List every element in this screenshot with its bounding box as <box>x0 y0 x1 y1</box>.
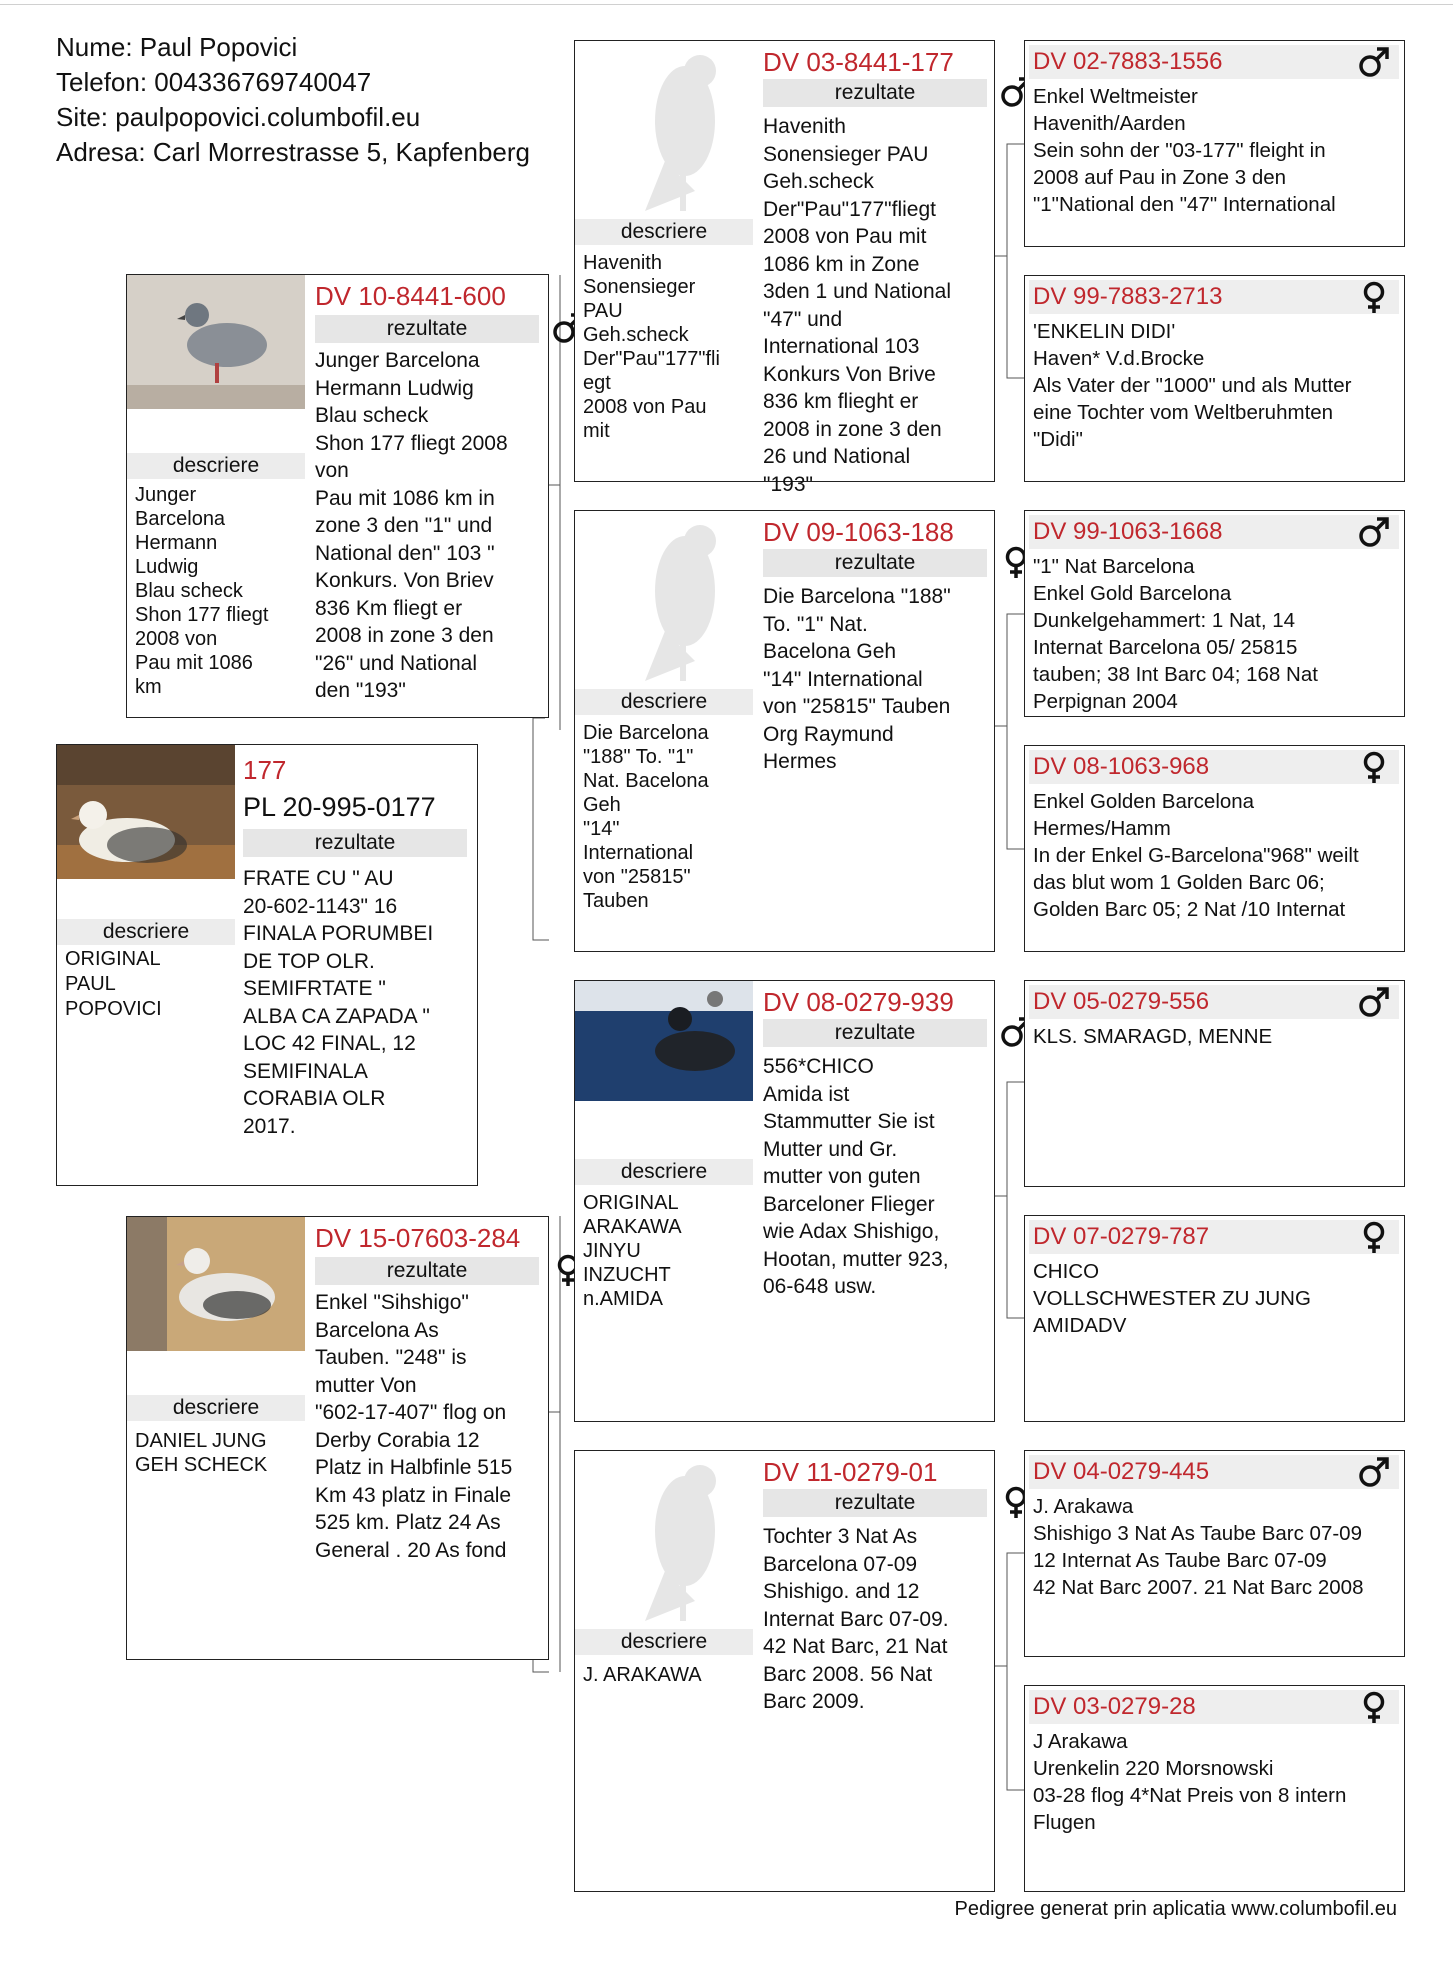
fmm-card[interactable] <box>1024 745 1405 952</box>
mm-desc-label: descriere <box>575 1629 753 1655</box>
mf-photo <box>575 981 753 1101</box>
ff-desc-label: descriere <box>575 219 753 245</box>
mmm-info: J Arakawa Urenkelin 220 Morsnowski 03-28 flog 4*Nat Preis von 8 intern Flugen <box>1033 1730 1347 1834</box>
mother-desc-label: descriere <box>127 1395 305 1421</box>
mmm-ring: DV 03-0279-28 <box>1033 1693 1196 1720</box>
main-results-button[interactable]: rezultate <box>243 829 467 857</box>
mf-desc-label: descriere <box>575 1159 753 1185</box>
female-icon <box>1355 1690 1393 1724</box>
mother-desc-text: DANIEL JUNG GEH SCHECK <box>135 1430 268 1476</box>
male-icon <box>1355 45 1393 79</box>
female-icon <box>1355 1220 1393 1254</box>
father-photo <box>127 275 305 409</box>
mmm-card[interactable] <box>1024 1685 1405 1892</box>
mf-info: 556*CHICO Amida ist Stammutter Sie ist Mutter und Gr. mutter von guten Barceloner Flieger wie Adax Shishigo, Hootan, mutter 923, 06-648 usw. <box>763 1055 949 1298</box>
mff-ring: DV 05-0279-556 <box>1033 988 1210 1015</box>
main-info: FRATE CU " AU 20-602-1143" 16 FINALA PORUMBEI DE TOP OLR. SEMIFRTATE " ALBA CA ZAPADA " LOC 42 FINAL, 12 SEMIFINALA CORABIA OLR 2017. <box>243 867 434 1138</box>
main-desc-label: descriere <box>57 919 235 945</box>
fff-info: Enkel Weltmeister Havenith/Aarden Sein sohn der "03-177" fleight in 2008 auf Pau in Zone 3 den "1"National den "47" International <box>1033 85 1336 216</box>
owner-site[interactable]: Site: paulpopovici.columbofil.eu <box>56 102 421 132</box>
mm-info: Tochter 3 Nat As Barcelona 07-09 Shishigo. and 12 Internat Barc 07-09. 42 Nat Barc, 21 Nat Barc 2008. 56 Nat Barc 2009. <box>763 1525 949 1713</box>
mm-photo-placeholder <box>575 1451 753 1629</box>
fm-ring: DV 09-1063-188 <box>763 517 954 547</box>
owner-phone: Telefon: 004336769740047 <box>56 67 372 97</box>
mfm-card[interactable] <box>1024 1215 1405 1422</box>
female-icon <box>1355 280 1393 314</box>
fmm-info: Enkel Golden Barcelona Hermes/Hamm In der Enkel G-Barcelona"968" weilt das blut wom 1 Golden Barc 06; Golden Barc 05; 2 Nat /10 Internat <box>1033 790 1359 921</box>
mmf-ring: DV 04-0279-445 <box>1033 1458 1210 1485</box>
owner-address: Adresa: Carl Morrestrasse 5, Kapfenberg <box>56 137 530 167</box>
mf-results-button[interactable]: rezultate <box>763 1019 987 1047</box>
fm-desc-text: Die Barcelona "188" To. "1" Nat. Bacelona Geh "14" International von "25815" Tauben <box>583 722 709 912</box>
fff-card[interactable] <box>1024 40 1405 247</box>
ff-card[interactable] <box>574 40 995 496</box>
ffm-card[interactable] <box>1024 275 1405 482</box>
fmm-ring: DV 08-1063-968 <box>1033 753 1210 780</box>
main-ring-number: PL 20-995-0177 <box>243 792 436 822</box>
main-pigeon-card[interactable] <box>56 744 478 1186</box>
father-card[interactable] <box>126 274 549 718</box>
father-info: Junger Barcelona Hermann Ludwig Blau scheck Shon 177 fliegt 2008 von Pau mit 1086 km in zone 3 den "1" und National den" 103 " Konkurs. Von Briev 836 Km fliegt er 2008 in zone 3 den "26" und National den "193" <box>315 349 508 702</box>
footer-credit: Pedigree generat prin aplicatia www.columbofil.eu <box>954 1898 1397 1920</box>
fmf-ring: DV 99-1063-1668 <box>1033 518 1223 545</box>
fm-photo-placeholder <box>575 511 753 689</box>
ff-results-button[interactable]: rezultate <box>763 79 987 107</box>
main-desc-text: ORIGINAL PAUL POPOVICI <box>65 948 162 1020</box>
female-icon <box>1355 750 1393 784</box>
father-desc-label: descriere <box>127 453 305 479</box>
male-icon <box>1355 985 1393 1019</box>
mmf-card[interactable] <box>1024 1450 1405 1657</box>
ff-desc-text: Havenith Sonensieger PAU Geh.scheck Der"Pau"177"fli egt 2008 von Pau mit <box>583 252 720 442</box>
mm-desc-text: J. ARAKAWA <box>583 1664 702 1686</box>
mm-results-button[interactable]: rezultate <box>763 1489 987 1517</box>
mother-results-button[interactable]: rezultate <box>315 1257 539 1285</box>
mm-card[interactable] <box>574 1450 995 1892</box>
mf-card[interactable] <box>574 980 995 1422</box>
mother-info: Enkel "Sihshigo" Barcelona As Tauben. "248" is mutter Von "602-17-407" flog on Derby Corabia 12 Platz in Halbfinle 515 Km 43 platz in Finale 525 km. Platz 24 As General . 20 As fond <box>315 1291 513 1562</box>
ffm-ring: DV 99-7883-2713 <box>1033 283 1223 310</box>
ffm-info: 'ENKELIN DIDI' Haven* V.d.Brocke Als Vater der "1000" und als Mutter eine Tochter vom Weltberuhmten "Didi" <box>1033 320 1352 451</box>
main-ring-short: 177 <box>243 755 287 785</box>
father-desc-text: Junger Barcelona Hermann Ludwig Blau scheck Shon 177 fliegt 2008 von Pau mit 1086 km <box>135 484 269 698</box>
ff-ring: DV 03-8441-177 <box>763 47 954 77</box>
father-results-button[interactable]: rezultate <box>315 315 539 343</box>
male-icon <box>1355 515 1393 549</box>
ff-photo-placeholder <box>575 41 753 219</box>
fm-results-button[interactable]: rezultate <box>763 549 987 577</box>
fff-ring: DV 02-7883-1556 <box>1033 48 1223 75</box>
fm-desc-label: descriere <box>575 689 753 715</box>
fmf-info: "1" Nat Barcelona Enkel Gold Barcelona Dunkelgehammert: 1 Nat, 14 Internat Barcelona 05/ 25815 tauben; 38 Int Barc 04; 168 Nat Perpignan 2004 <box>1033 555 1318 713</box>
fm-card[interactable] <box>574 510 995 952</box>
mfm-info: CHICO VOLLSCHWESTER ZU JUNG AMIDADV <box>1033 1260 1311 1337</box>
father-ring: DV 10-8441-600 <box>315 281 506 311</box>
mfm-ring: DV 07-0279-787 <box>1033 1223 1210 1250</box>
fm-info: Die Barcelona "188" To. "1" Nat. Bacelona Geh "14" International von "25815" Tauben Org Raymund Hermes <box>763 585 951 773</box>
mother-photo <box>127 1217 305 1351</box>
ff-info: Havenith Sonensieger PAU Geh.scheck Der"Pau"177"fliegt 2008 von Pau mit 1086 km in Zone 3den 1 und National "47" und International 103 Konkurs Von Brive 836 km flieght er 2008 in zone 3 den 26 und National "193" <box>763 115 951 496</box>
mf-ring: DV 08-0279-939 <box>763 987 954 1017</box>
mff-card[interactable] <box>1024 980 1405 1187</box>
fmf-card[interactable] <box>1024 510 1405 717</box>
mother-ring: DV 15-07603-284 <box>315 1223 521 1253</box>
main-pigeon-photo <box>57 745 235 879</box>
owner-name: Nume: Paul Popovici <box>56 32 298 62</box>
male-icon <box>1355 1455 1393 1489</box>
mf-desc-text: ORIGINAL ARAKAWA JINYU INZUCHT n.AMIDA <box>583 1192 682 1310</box>
mother-card[interactable] <box>126 1216 549 1660</box>
mm-ring: DV 11-0279-01 <box>763 1457 938 1487</box>
mmf-info: J. Arakawa Shishigo 3 Nat As Taube Barc 07-09 12 Internat As Taube Barc 07-09 42 Nat Barc 2007. 21 Nat Barc 2008 <box>1033 1495 1364 1599</box>
mff-info: KLS. SMARAGD, MENNE <box>1033 1025 1273 1048</box>
